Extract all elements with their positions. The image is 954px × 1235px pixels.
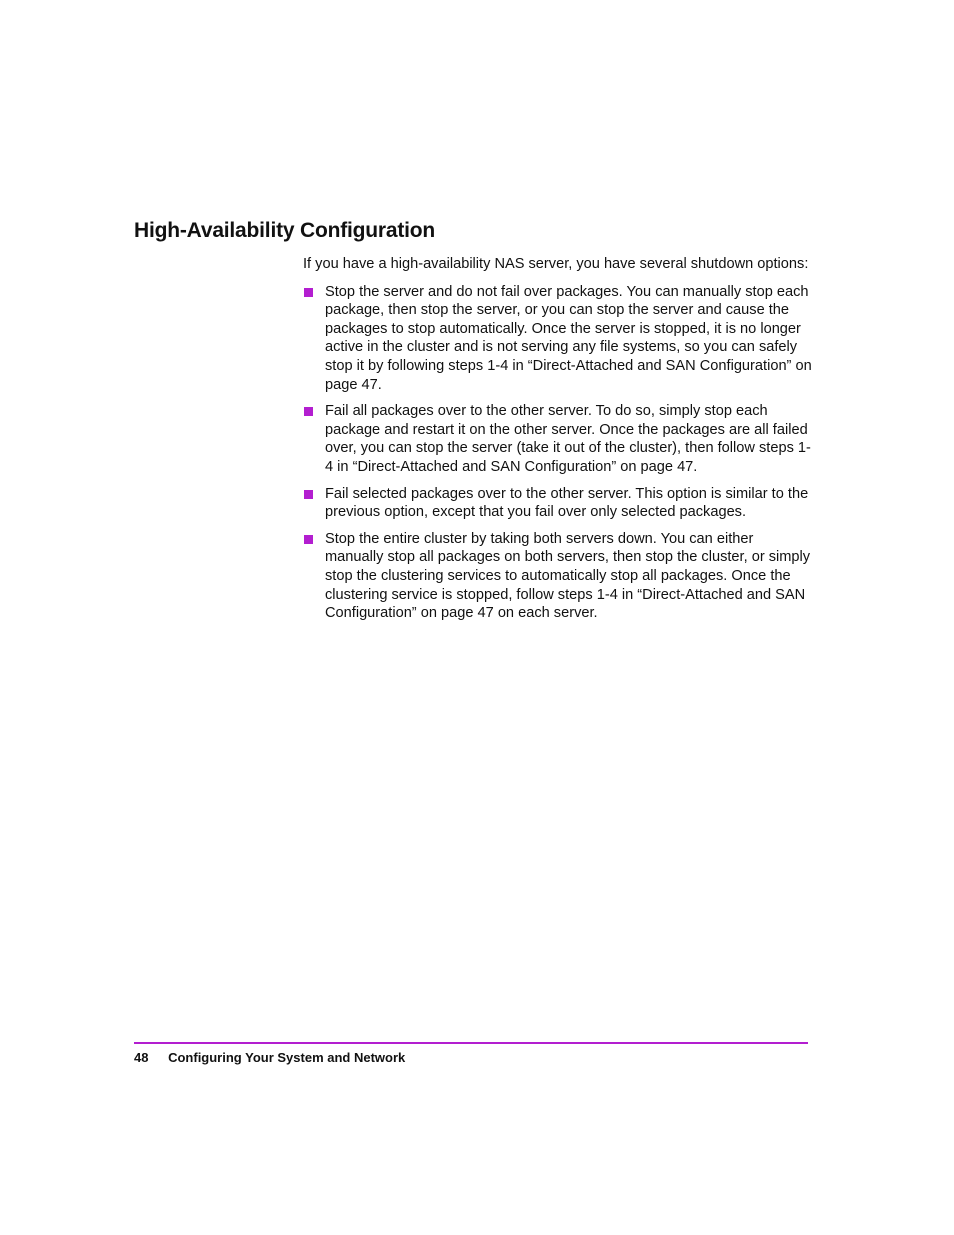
page-footer xyxy=(134,1049,405,1067)
list-item-text: Stop the server and do not fail over packages. You can manually stop each package, then stop the server, or you can stop the server and cause the packages to stop automatically. Once the server is stopped, it is no longer active in the cluster and is not serving any file systems, so you can safely stop it by following steps 1-4 in “Direct-Attached and SAN Configuration” on page 47. xyxy=(325,283,812,393)
list-item-text: Fail selected packages over to the other server. This option is similar to the previous option, except that you fail over only selected packages. xyxy=(325,485,809,521)
intro-paragraph: If you have a high-availability NAS server, you have several shutdown options: xyxy=(303,256,809,272)
content-body xyxy=(303,255,813,631)
section-title: High-Availability Configuration xyxy=(134,219,436,242)
list-item xyxy=(303,530,813,623)
list-item xyxy=(303,283,813,395)
square-bullet-icon xyxy=(304,490,313,499)
square-bullet-icon xyxy=(304,288,313,297)
footer-divider xyxy=(134,1042,808,1044)
list-item xyxy=(303,485,813,522)
square-bullet-icon xyxy=(304,407,313,416)
page-number: 48 xyxy=(134,1050,149,1065)
square-bullet-icon xyxy=(304,535,313,544)
list-item xyxy=(303,402,813,476)
list-item-text: Fail all packages over to the other server. To do so, simply stop each package and restart it on the other server. Once the packages are all failed over, you can stop the server (take it out of the cluster), then follow steps 1-4 in “Direct-Attached and SAN Configuration” on page 47. xyxy=(325,403,811,475)
list-item-text: Stop the entire cluster by taking both servers down. You can either manually stop all packages on both servers, then stop the cluster, or simply stop the clustering services to automatically stop all packages. Once the clustering service is stopped, follow steps 1-4 in “Direct-Attached and SAN Configuration” on page 47 on each server. xyxy=(325,530,811,622)
chapter-title: Configuring Your System and Network xyxy=(168,1050,406,1065)
shutdown-options-list xyxy=(303,283,813,623)
